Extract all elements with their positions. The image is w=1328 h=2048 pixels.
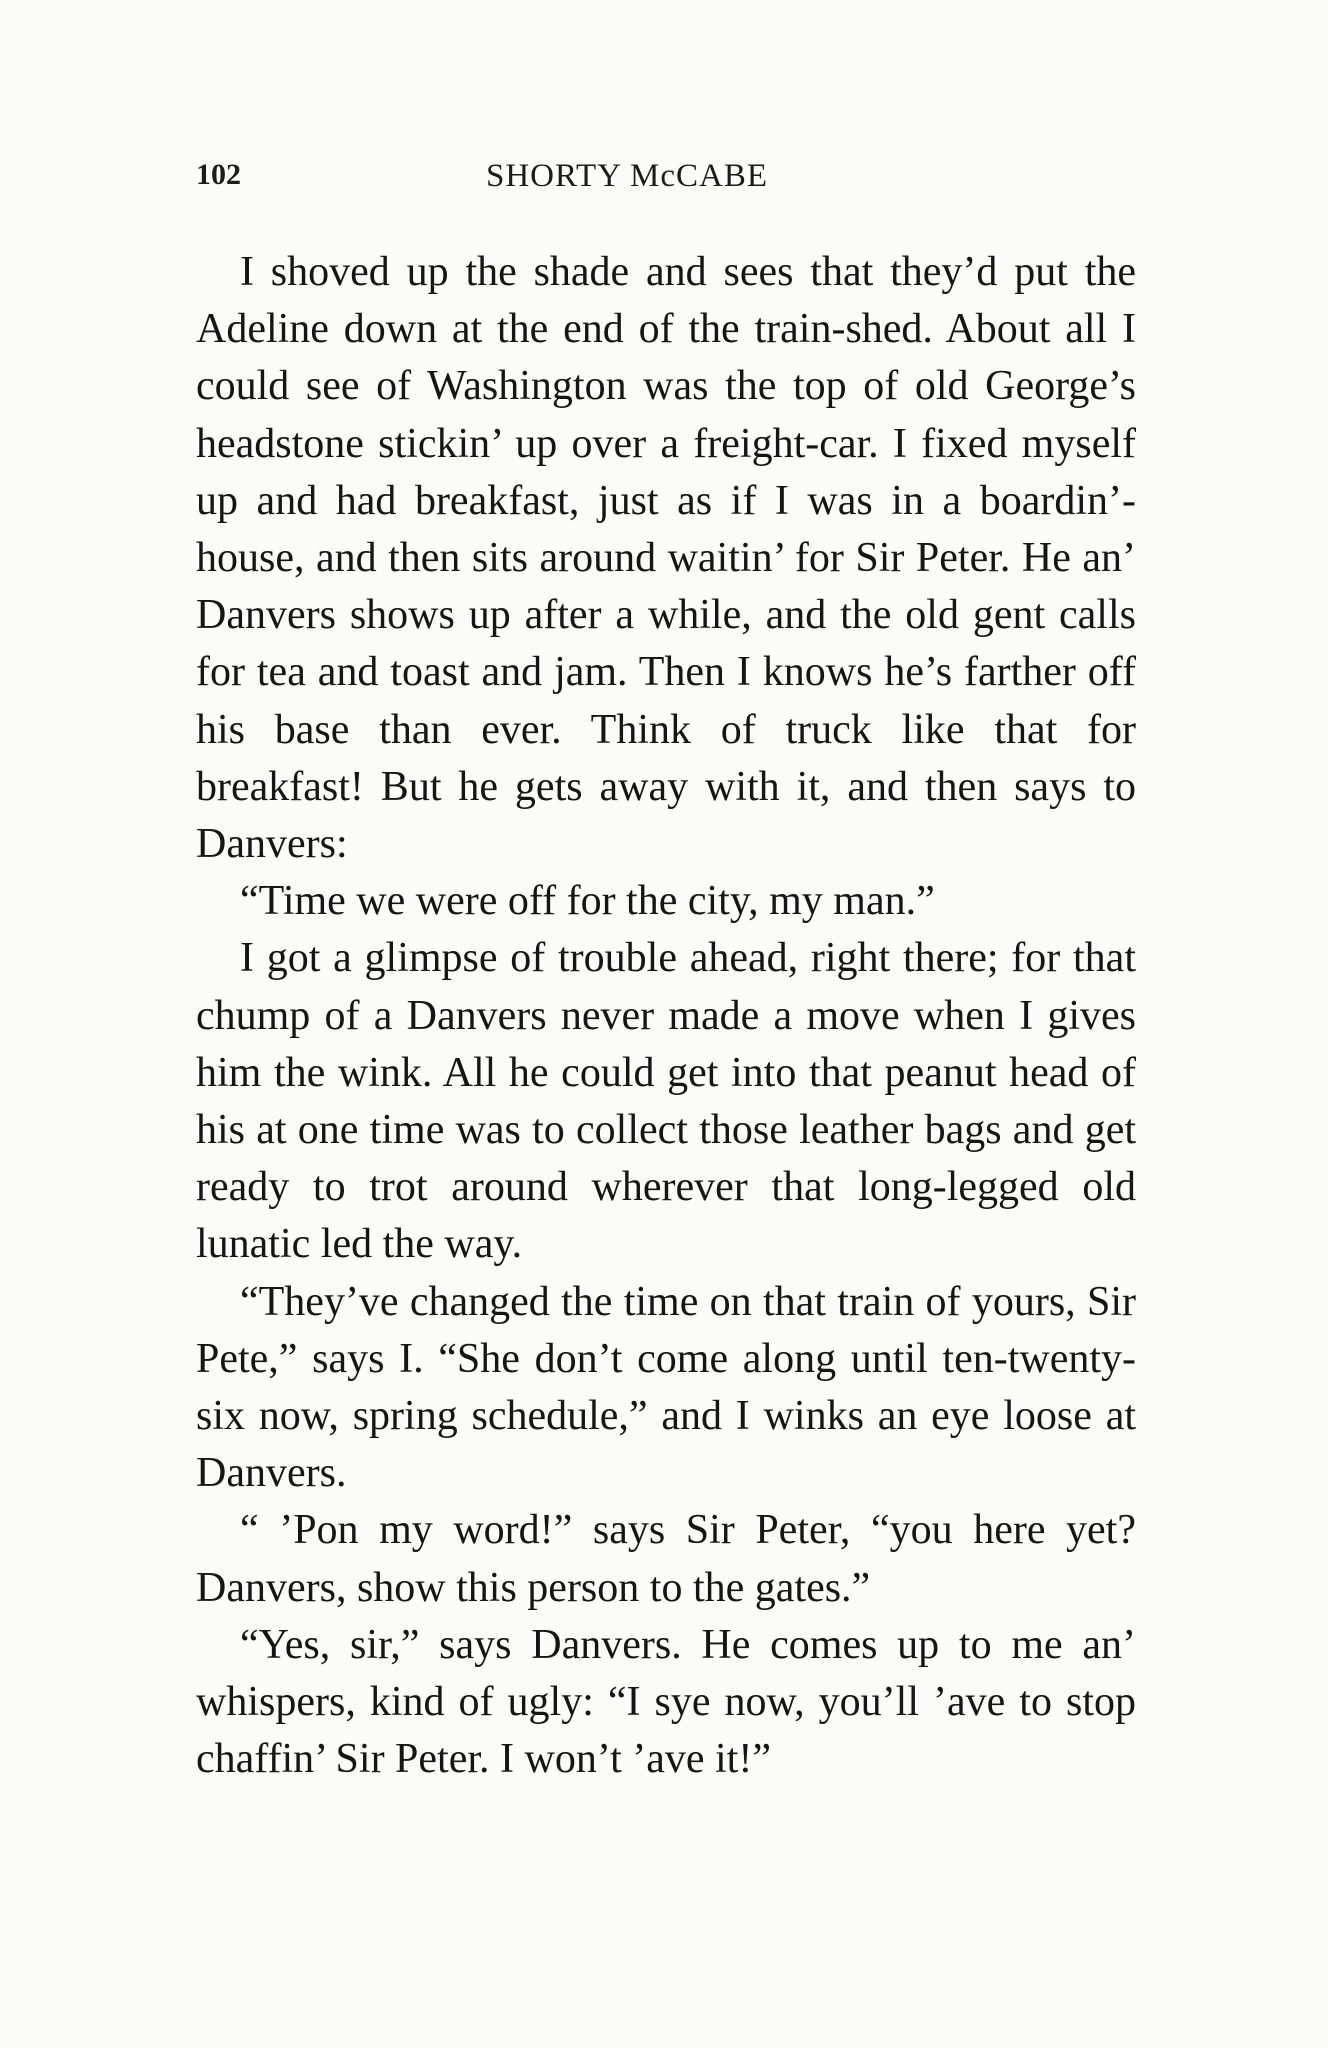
- body-text: [196, 244, 1136, 1788]
- paragraph: “Time we were off for the city, my man.”: [240, 878, 935, 925]
- paragraph: “Yes, sir,” says Danvers. He comes up to me an’ whispers, kind of ugly: “I sye now, you’ll ’ave to stop chaffin’ Sir Peter. I won’t ’ave it!”: [196, 1621, 1136, 1783]
- running-head: [196, 158, 1136, 202]
- paragraph: I shoved up the shade and sees that they’d put the Adeline down at the end of the train-shed. About all I could see of Washington was the top of old George’s headstone stickin’ up over a freight-car. I fixed myself up and had breakfast, just as if I was in a boardin’-house, and then sits around waitin’ for Sir Peter. He an’ Danvers shows up after a while, and the old gent calls for tea and toast and jam. Then I knows he’s farther off his base than ever. Think of truck like that for breakfast! But he gets away with it, and then says to Danvers:: [196, 249, 1136, 868]
- page-number: 102: [196, 158, 241, 191]
- book-title: SHORTY McCABE: [486, 158, 769, 194]
- paragraph: “They’ve changed the time on that train of yours, Sir Pete,” says I. “She don’t come along until ten-twenty-six now, spring schedule,” and I winks an eye loose at Danvers.: [196, 1278, 1136, 1497]
- paragraph: I got a glimpse of trouble ahead, right there; for that chump of a Danvers never made a move when I gives him the wink. All he could get into that peanut head of his at one time was to collect those leather bags and get ready to trot around wherever that long-legged old lunatic led the way.: [196, 935, 1136, 1268]
- paragraph: “ ’Pon my word!” says Sir Peter, “you here yet? Danvers, show this person to the gates.”: [196, 1507, 1136, 1611]
